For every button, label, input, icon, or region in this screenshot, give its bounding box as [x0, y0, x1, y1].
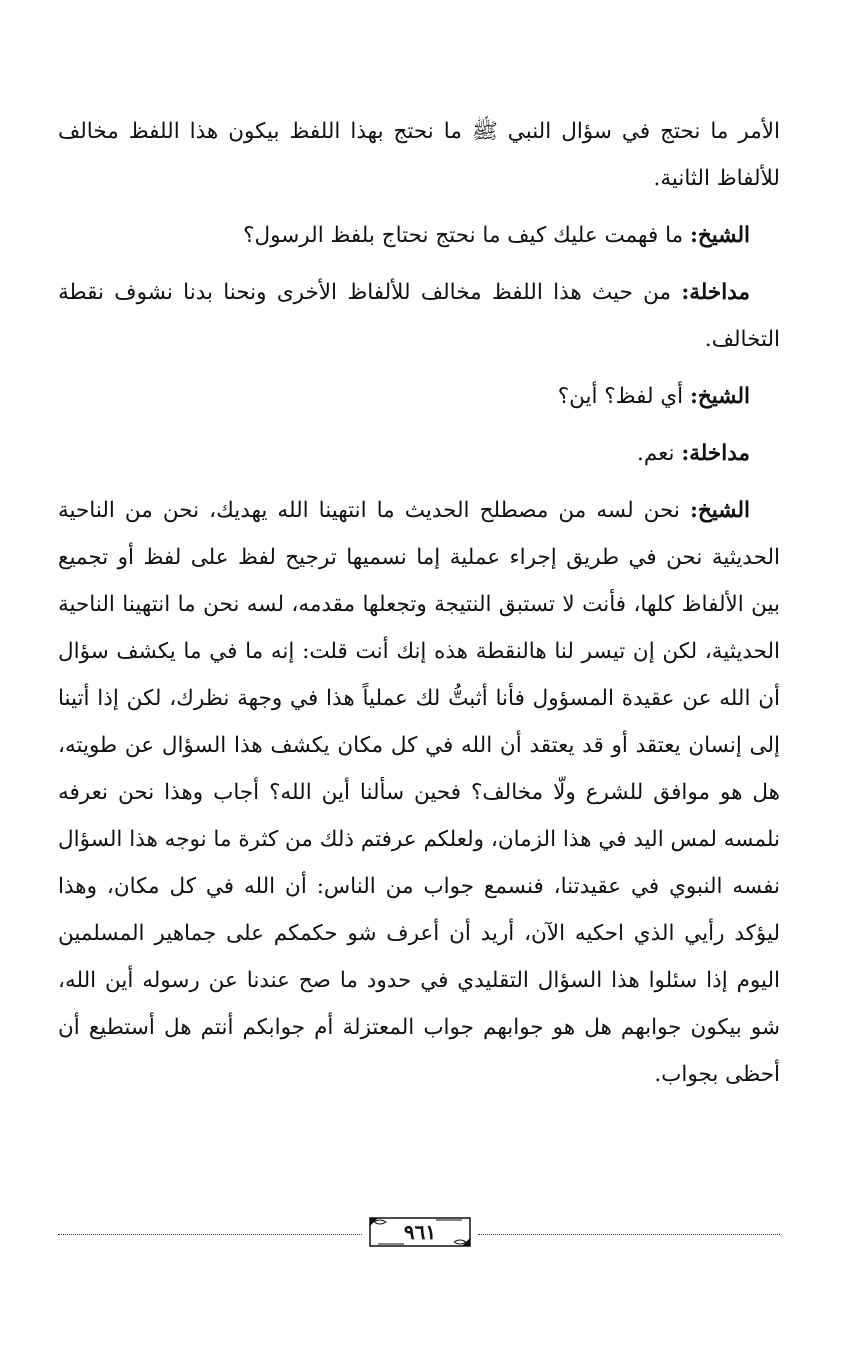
speaker-label: الشيخ:	[689, 223, 750, 248]
page-footer	[58, 1212, 780, 1256]
paragraph-sheikh-answer	[58, 487, 780, 1098]
page-number-ornament	[364, 1214, 476, 1250]
paragraph-text: ما فهمت عليك كيف ما نحتج نحتاج بلفظ الرسول؟	[243, 223, 684, 248]
speaker-label: الشيخ:	[689, 384, 750, 409]
paragraph-sheikh-question	[58, 212, 780, 259]
speaker-label: مداخلة:	[681, 441, 750, 466]
footer-divider-right	[478, 1234, 780, 1235]
paragraph-intervention	[58, 269, 780, 363]
paragraph-sheikh-which	[58, 373, 780, 420]
paragraph-intro	[58, 108, 780, 202]
paragraph-intervention-yes	[58, 430, 780, 477]
footer-divider-left	[58, 1234, 362, 1235]
page-number: ٩٦١	[403, 1220, 437, 1244]
paragraph-text: أي لفظ؟ أين؟	[557, 384, 684, 409]
page-body	[58, 108, 780, 1098]
paragraph-text: نحن لسه من مصطلح الحديث ما انتهينا الله يهديك، نحن من الناحية الحديثية نحن في طريق إجراء عملية إما نسميها ترجيح لفظ على لفظ أو تجميع بين الألفاظ كلها، فأنت لا تستبق النتيجة وتجعلها مقدمه، لسه نحن ما انتهينا الناحية الحديثية، لكن إن تيسر لنا هالنقطة هذه إنك أنت قلت: إنه ما في ما يكشف سؤال أن الله عن عقيدة المسؤول فأنا أثبتُّ لك عملياً هذا في وجهة نظرك، لكن إذا أتينا إلى إنسان يعتقد أو قد يعتقد أن الله في كل مكان يكشف هذا السؤال عن طويته، هل هو موافق للشرع ولّا مخالف؟ فحين سألنا أين الله؟ أجاب وهذا نحن نعرفه نلمسه لمس اليد في هذا الزمان، ولعلكم عرفتم ذلك من كثرة ما نوجه هذا السؤال نفسه النبوي في عقيدتنا، فنسمع جواب من الناس: أن الله في كل مكان، وهذا ليؤكد رأيي الذي احكيه الآن، أريد أن أعرف شو حكمكم على جماهير المسلمين اليوم إذا سئلوا هذا السؤال التقليدي في حدود ما صح عندنا عن رسوله أين الله، شو بيكون جوابهم هل هو جوابهم جواب المعتزلة أم جوابكم أنتم هل أستطيع أن أحظى بجواب.	[58, 498, 780, 1087]
speaker-label: مداخلة:	[681, 280, 750, 305]
paragraph-text: الأمر ما نحتج في سؤال النبي ﷺ ما نحتج بهذا اللفظ بيكون هذا اللفظ مخالف للألفاظ الثانية.	[58, 119, 780, 191]
paragraph-text: من حيث هذا اللفظ مخالف للألفاظ الأخرى ونحنا بدنا نشوف نقطة التخالف.	[58, 280, 780, 352]
paragraph-text: نعم.	[637, 441, 675, 466]
speaker-label: الشيخ:	[689, 498, 750, 523]
